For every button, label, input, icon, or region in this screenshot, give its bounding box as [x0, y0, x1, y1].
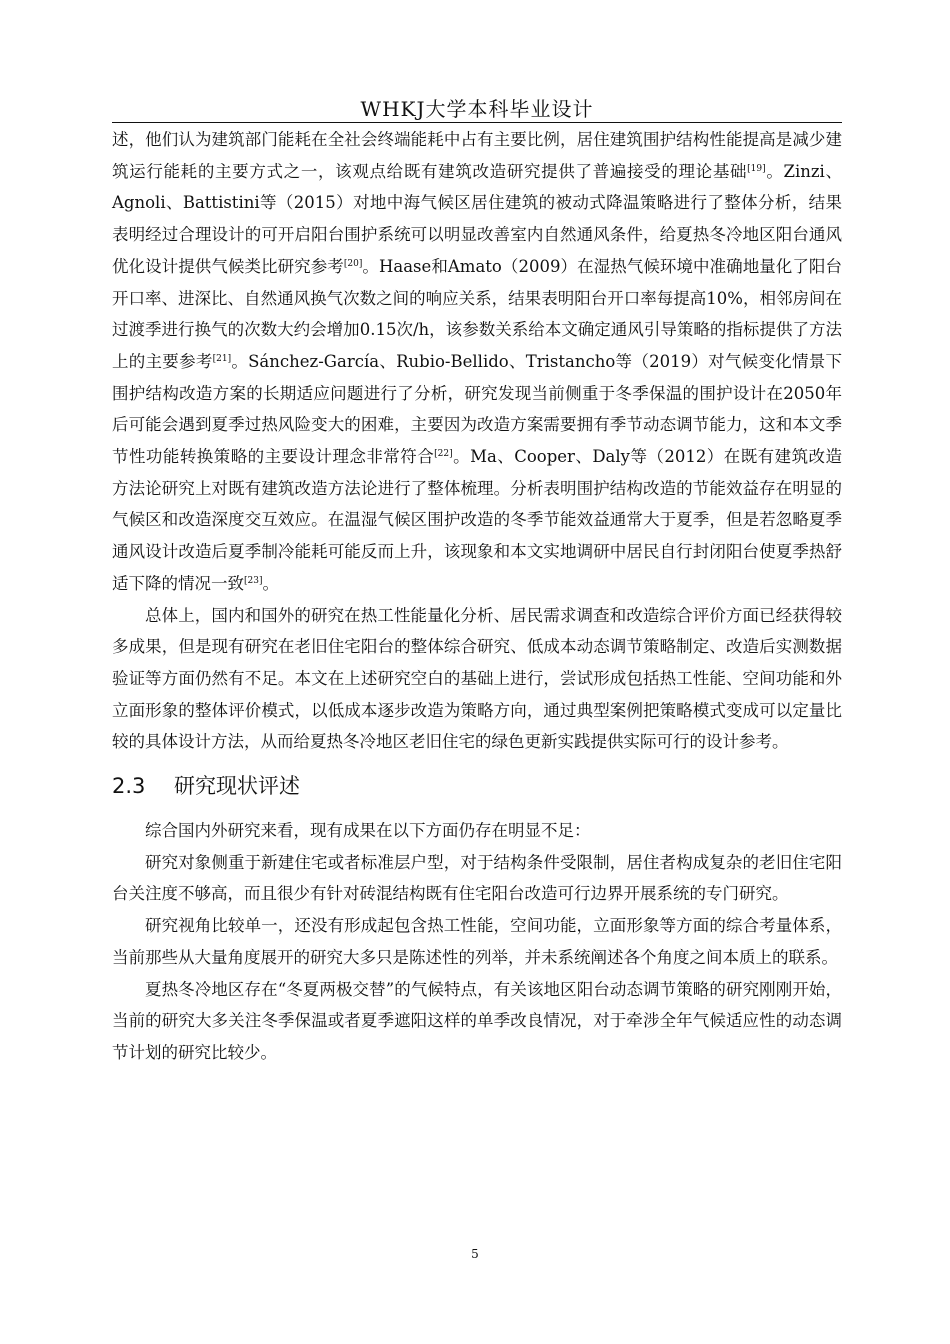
paragraph-intro: 综合国内外研究来看，现有成果在以下方面仍存在明显不足： — [145, 821, 591, 841]
text-run: 。 — [262, 573, 279, 593]
citation-19: [19] — [747, 163, 766, 174]
text-run: 。Zinzi、Agnoli、Battistini等（2015）对地中海气候区居住建筑的被动式降温策略进行了整体分析，结果表明经过合理设计的可开启阳台围护系统可以明显改善室内自然通风条件，给夏热冬冷地区阳台通风优化设计提供气候类比研究参考 — [112, 161, 842, 276]
page-header-title: WHKJ大学本科毕业设计 — [360, 97, 594, 121]
header-divider — [112, 122, 842, 123]
paragraph-shortcoming-2: 研究视角比较单一，还没有形成起包含热工性能，空间功能，立面形象等方面的综合考量体系，当前那些从大量角度展开的研究大多只是陈述性的列举，并未系统阐述各个角度之间本质上的联系。 — [112, 916, 842, 967]
citation-22: [22] — [434, 449, 453, 460]
citation-20: [20] — [343, 258, 363, 269]
citation-21: [21] — [212, 353, 232, 364]
document-body — [112, 124, 842, 1069]
text-run: 。Sánchez-García、Rubio-Bellido、Tristancho等（2019）对气候变化情景下围护结构改造方案的长期适应问题进行了分析，研究发现当前侧重于冬季保温的围护设计在2050年后可能会遇到夏季过热风险变大的困难，主要因为改造方案需要拥有季节动态调节能力，这和本文季节性功能转换策略的主要设计理念非常符合 — [112, 351, 842, 467]
section-title: 研究现状评述 — [174, 774, 300, 799]
paragraph-summary: 总体上，国内和国外的研究在热工性能量化分析、居民需求调查和改造综合评价方面已经获得较多成果，但是现有研究在老旧住宅阳台的整体综合研究、低成本动态调节策略制定、改造后实测数据验证等方面仍然有不足。本文在上述研究空白的基础上进行，尝试形成包括热工性能、空间功能和外立面形象的整体评价模式，以低成本逐步改造为策略方向，通过典型案例把策略模式变成可以定量比较的具体设计方法，从而给夏热冬冷地区老旧住宅的绿色更新实践提供实际可行的设计参考。 — [112, 605, 842, 752]
paragraph-shortcoming-3: 夏热冬冷地区存在“冬夏两极交替”的气候特点，有关该地区阳台动态调节策略的研究刚刚开始，当前的研究大多关注冬季保温或者夏季遮阳这样的单季改良情况，对于牵涉全年气候适应性的动态调节计划的研究比较少。 — [112, 979, 842, 1062]
paragraph-literature-review — [112, 124, 842, 600]
page-number: 5 — [471, 1247, 479, 1261]
paragraph-shortcoming-1: 研究对象侧重于新建住宅或者标准层户型，对于结构条件受限制，居住者构成复杂的老旧住宅阳台关注度不够高，而且很少有针对砖混结构既有住宅阳台改造可行边界开展系统的专门研究。 — [112, 852, 842, 904]
citation-23: [23] — [244, 575, 263, 586]
text-run: 。Haase和Amato（2009）在湿热气候环境中准确地量化了阳台开口率、进深比、自然通风换气次数之间的响应关系，结果表明阳台开口率每提高10%，相邻房间在过渡季进行换气的次数大约会增加0.15次/h，该参数关系给本文确定通风引导策略的指标提供了方法上的主要参考 — [112, 256, 842, 371]
text-run: 述，他们认为建筑部门能耗在全社会终端能耗中占有主要比例，居住建筑围护结构性能提高是减少建筑运行能耗的主要方式之一，该观点给既有建筑改造研究提供了普遍接受的理论基础 — [112, 130, 842, 181]
section-number: 2.3 — [112, 774, 146, 799]
text-run: 。Ma、Cooper、Daly等（2012）在既有建筑改造方法论研究上对既有建筑改造方法论进行了整体梳理。分析表明围护结构改造的节能效益存在明显的气候区和改造深度交互效应。在温湿气候区围护改造的冬季节能效益通常大于夏季，但是若忽略夏季通风设计改造后夏季制冷能耗可能反而上升，该现象和本文实地调研中居民自行封闭阳台使夏季热舒适下降的情况一致 — [112, 447, 842, 593]
section-heading — [112, 769, 842, 803]
